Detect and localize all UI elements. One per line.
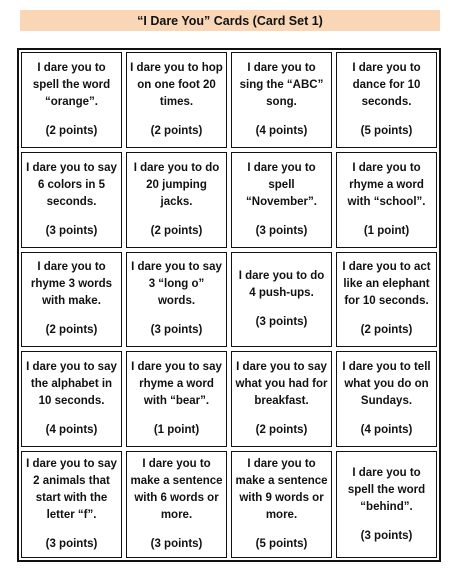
dare-card [21,252,122,348]
dare-text: I dare you to make a sentence with 9 words or more. [235,458,328,521]
dare-card [231,152,332,248]
dare-text: I dare you to say rhyme a word with “bear”. [131,361,222,408]
dare-points: (2 points) [255,424,308,437]
dare-text: I dare you to sing the “ABC” song. [239,61,324,108]
dare-text: I dare you to do 20 jumping jacks. [133,161,220,208]
dare-points: (4 points) [45,424,98,437]
dare-card [231,252,332,348]
dare-text: I dare you to act like an elephant for 10 seconds. [342,261,431,308]
dare-card [126,252,227,348]
dare-card [336,152,437,248]
dare-card [126,351,227,447]
dare-card [21,451,122,558]
dare-card [126,451,227,558]
dare-points: (5 points) [360,124,413,137]
dare-text: I dare you to make a sentence with 6 words or more. [130,458,223,521]
dare-points: (5 points) [255,538,308,550]
dare-text: I dare you to say the alphabet in 10 seconds. [26,361,117,408]
dare-points: (3 points) [45,224,98,237]
dare-card [231,351,332,447]
dare-text: I dare you to dance for 10 seconds. [352,61,421,108]
dare-card [126,52,227,148]
dare-points: (3 points) [150,538,203,550]
dare-points: (2 points) [45,124,98,137]
dare-text: I dare you to say 3 “long o” words. [131,261,222,308]
dare-points: (1 point) [363,224,410,237]
card-grid [17,48,441,562]
dare-text: I dare you to spell the word “orange”. [32,61,111,108]
dare-card [336,451,437,558]
dare-text: I dare you to rhyme 3 words with make. [30,261,113,308]
dare-card [21,351,122,447]
dare-points: (2 points) [360,324,413,337]
dare-text: I dare you to say what you had for breakfast. [235,361,328,408]
dare-text: I dare you to tell what you do on Sundays. [342,361,431,408]
dare-card [126,152,227,248]
dare-text: I dare you to do 4 push-ups. [238,269,325,299]
dare-points: (3 points) [45,538,98,550]
dare-points: (1 point) [153,424,200,437]
dare-card [231,451,332,558]
dare-text: I dare you to spell “November”. [246,161,317,208]
dare-text: I dare you to rhyme a word with “school”. [347,161,426,208]
dare-card [336,252,437,348]
dare-points: (3 points) [360,529,413,542]
dare-text: I dare you to spell the word “behind”. [347,466,426,513]
page-title: “I Dare You” Cards (Card Set 1) [20,10,440,31]
dare-points: (2 points) [150,224,203,237]
dare-points: (4 points) [360,424,413,437]
dare-card [231,52,332,148]
dare-points: (2 points) [45,324,98,337]
dare-card [21,52,122,148]
dare-text: I dare you to hop on one foot 20 times. [130,61,223,108]
dare-points: (3 points) [255,315,308,328]
dare-points: (3 points) [150,324,203,337]
dare-points: (3 points) [255,224,308,237]
dare-text: I dare you to say 6 colors in 5 seconds. [26,161,117,208]
dare-points: (4 points) [255,124,308,137]
dare-card [336,351,437,447]
dare-card [336,52,437,148]
dare-card [21,152,122,248]
dare-points: (2 points) [150,124,203,137]
dare-text: I dare you to say 2 animals that start with the letter “f”. [26,458,117,521]
